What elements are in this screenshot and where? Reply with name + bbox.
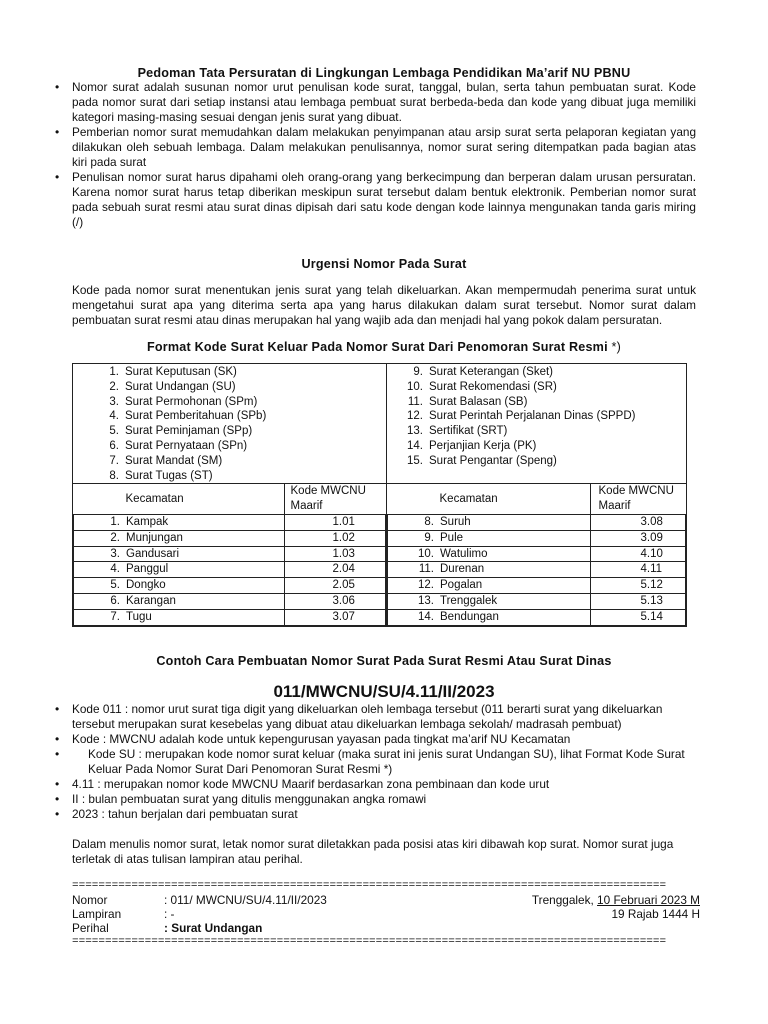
district-cell [388,514,591,530]
letter-type-number: 2. [109,380,119,393]
letter-type-item [387,365,686,380]
letter-type-number: 1. [109,366,119,378]
heading-guidelines: Pedoman Tata Persuratan di Lingkungan Lembaga Pendidikan Ma’arif NU PBNU [137,66,631,80]
district-code: 5.13 [590,593,686,609]
letter-type-item [73,380,386,395]
nomor-label: Nomor [72,892,108,907]
letter-header-example [72,892,700,936]
letter-types-right-cell [387,364,687,484]
letter-type-item [387,439,686,454]
district-code: 5.12 [590,578,686,594]
district-cell [74,546,285,562]
district-cell [388,530,591,546]
letter-type-number: 8. [109,469,119,482]
explanation-list [72,702,696,822]
districts-left-table [73,484,386,625]
district-number: 11. [418,563,434,576]
kode-header: Kode MWCNU Maarif [284,484,386,514]
district-number: 6. [110,594,120,607]
nomor-value: : 011/ MWCNU/SU/4.11/II/2023 [164,892,327,907]
district-cell [74,514,285,530]
district-number: 8. [424,515,434,528]
table-row [388,530,686,546]
letter-type-label: Surat Perintah Perjalanan Dinas (SPPD) [429,410,636,423]
table-row [74,546,386,562]
placement-paragraph: Dalam menulis nomor surat, letak nomor surat diletakkan pada posisi atas kiri dibawah kop surat. Nomor surat juga terletak di atas tulisan lampiran atau perihal. [72,836,674,866]
district-cell [74,593,285,609]
district-name: Karangan [126,594,176,607]
letter-type-number: 13. [407,425,423,438]
table-row [74,530,386,546]
heading-format [72,340,696,354]
letter-type-item [73,439,386,454]
district-number: 2. [110,531,120,544]
letter-type-label: Surat Undangan (SU) [125,380,236,393]
table-row [74,609,386,625]
district-name: Tugu [126,610,152,623]
district-code: 3.07 [284,609,386,625]
table-row [388,593,686,609]
letter-gregorian-date: 10 Februari 2023 M [597,892,700,907]
district-number: 12. [418,579,434,592]
letter-type-label: Surat Pemberitahuan (SPb) [125,410,267,423]
district-code: 2.04 [284,562,386,578]
district-cell [388,562,591,578]
district-cell [388,609,591,625]
districts-left-cell [73,484,387,626]
letter-type-label: Surat Pengantar (Speng) [429,454,557,467]
letter-codes-table [72,363,687,627]
district-code: 5.14 [590,609,686,625]
district-cell [388,546,591,562]
district-name: Dongko [126,579,166,592]
letter-hijri-date: 19 Rajab 1444 H [611,906,700,921]
letter-type-label: Surat Peminjaman (SPp) [125,425,253,438]
letter-type-item [387,454,686,469]
letter-type-label: Surat Tugas (ST) [125,469,213,482]
district-cell [74,578,285,594]
letter-type-item [73,365,386,380]
list-item: • Kode SU : merupakan kode nomor surat keluar (maka surat ini jenis surat Undangan SU), lihat Format Kode Surat Keluar Pada Nomor Surat Dari Penomoran Surat Resmi *) [72,747,696,777]
perihal-value: : Surat Undangan [164,920,263,935]
letter-type-item [387,380,686,395]
kode-header: Kode MWCNU Maarif [590,484,686,514]
district-name: Trenggalek [440,594,498,607]
heading-format-suffix: *) [607,340,621,354]
district-number: 13. [418,594,434,607]
table-row [388,562,686,578]
list-item: • Penulisan nomor surat harus dipahami oleh orang-orang yang berkecimpung dan berperan dalam urusan persuratan. Karena nomor surat harus tetap diberikan meskipun surat tersebut dalam bentuk elektronik. Pemberian nomor surat pada sebuah surat resmi atau surat dinas dipisah dari satu kode dengan kode lainnya mengunakan tanda garis miring (/) [72,170,696,230]
table-row [388,514,686,530]
perihal-label: Perihal [72,920,109,935]
districts-right-table [387,484,686,625]
heading-urgency: Urgensi Nomor Pada Surat [301,257,467,271]
table-row [74,562,386,578]
district-name: Kampak [126,515,169,528]
table-row [74,514,386,530]
letter-type-label: Sertifikat (SRT) [429,425,508,438]
letter-type-item [73,424,386,439]
district-name: Pule [440,531,464,544]
table-row [74,593,386,609]
district-code: 4.10 [590,546,686,562]
letter-type-number: 10. [407,380,423,393]
letter-type-label: Surat Mandat (SM) [125,454,223,467]
district-number: 14. [418,610,434,623]
letter-type-label: Surat Keputusan (SK) [125,366,237,378]
letter-type-item [73,469,386,484]
district-code: 1.03 [284,546,386,562]
lampiran-value: : - [164,906,175,921]
district-cell [388,578,591,594]
document-page [72,0,700,948]
letter-place: Trenggalek, [531,892,598,907]
district-code: 1.01 [284,514,386,530]
district-code: 3.09 [590,530,686,546]
district-number: 4. [110,563,120,576]
lampiran-label: Lampiran [72,906,122,921]
letter-type-number: 4. [109,410,119,423]
letter-types-left-cell [73,364,387,484]
district-code: 3.08 [590,514,686,530]
districts-right-cell [387,484,687,626]
list-item: • 2023 : tahun berjalan dari pembuatan surat [72,807,696,822]
table-row [74,578,386,594]
letter-type-label: Surat Pernyataan (SPn) [125,439,248,452]
district-number: 7. [110,610,120,623]
district-number: 9. [424,531,434,544]
letter-type-label: Surat Balasan (SB) [429,395,528,408]
letter-type-number: 6. [109,439,119,452]
letter-type-number: 3. [109,395,119,408]
example-letter-number: 011/MWCNU/SU/4.11/II/2023 [273,681,495,701]
district-number: 10. [418,547,434,560]
separator-line: ========================================================================================== [72,879,667,892]
heading-example: Contoh Cara Pembuatan Nomor Surat Pada Surat Resmi Atau Surat Dinas [156,653,612,668]
district-number: 5. [110,579,120,592]
district-name: Bendungan [440,610,499,623]
list-item: • Kode 011 : nomor urut surat tiga digit yang dikeluarkan oleh lembaga tersebut (011 berarti surat yang dikeluarkan tersebut merupakan surat kesebelas yang dibuat atau dikeluarkan lembaga sekolah/ madrasah pembuat) [72,702,696,732]
district-cell [388,593,591,609]
table-row [388,578,686,594]
letter-type-number: 11. [407,395,423,408]
district-cell [74,562,285,578]
district-code: 2.05 [284,578,386,594]
guidelines-list [72,80,696,230]
letter-type-label: Surat Keterangan (Sket) [429,366,554,378]
kecamatan-header: Kecamatan [388,484,591,514]
district-name: Panggul [126,563,169,576]
urgency-paragraph: Kode pada nomor surat menentukan jenis surat yang telah dikeluarkan. Akan mempermudah penerima surat untuk mengetahui surat apa yang diterima serta apa yang harus dilakukan dalam surat tersebut. Nomor surat dalam pembuatan surat resmi atau dinas merupakan hal yang wajib ada dan menjadi hal yang pokok dalam persuratan. [72,283,696,327]
heading-format-text: Format Kode Surat Keluar Pada Nomor Surat Dari Penomoran Surat Resmi [147,340,608,354]
letter-type-item [387,395,686,410]
list-item: • 4.11 : merupakan nomor kode MWCNU Maarif berdasarkan zona pembinaan dan kode urut [72,777,696,792]
letter-type-item [387,409,686,424]
letter-type-label: Perjanjian Kerja (PK) [429,439,537,452]
letter-type-label: Surat Rekomendasi (SR) [429,380,557,393]
table-row [388,609,686,625]
district-cell [74,609,285,625]
district-name: Durenan [440,563,485,576]
separator-line: ========================================================================================== [72,935,667,948]
district-code: 4.11 [590,562,686,578]
letter-type-number: 15. [407,454,423,467]
district-number: 3. [110,547,120,560]
letter-type-item [73,409,386,424]
list-item: • Pemberian nomor surat memudahkan dalam melakukan penyimpanan atau arsip surat serta pelaporan kegiatan yang dilakukan oleh sebuah lembaga. Dalam melakukan penulisannya, nomor surat sering ditempatkan pada bagian atas kiri pada surat [72,125,696,170]
list-item: • Nomor surat adalah susunan nomor urut penulisan kode surat, tanggal, bulan, serta tahun pembuatan surat. Kode pada nomor surat dari setiap instansi atau lembaga pembuat surat berbeda-beda dan kode yang dibuat juga memiliki kategori masing-masing sesuai dengan jenis surat yang dibuat. [72,80,696,125]
district-name: Pogalan [440,579,483,592]
letter-type-item [387,424,686,439]
table-row [388,546,686,562]
letter-type-number: 9. [413,366,423,378]
letter-type-item [73,454,386,469]
letter-type-item [73,395,386,410]
district-code: 3.06 [284,593,386,609]
district-name: Watulimo [440,547,488,560]
list-item: • II : bulan pembuatan surat yang ditulis menggunakan angka romawi [72,792,696,807]
district-name: Munjungan [126,531,183,544]
district-code: 1.02 [284,530,386,546]
letter-type-number: 7. [109,454,119,467]
letter-type-number: 14. [407,439,423,452]
letter-type-number: 5. [109,425,119,438]
district-name: Suruh [440,515,471,528]
district-cell [74,530,285,546]
letter-type-label: Surat Permohonan (SPm) [125,395,258,408]
letter-date [532,893,700,908]
letter-type-number: 12. [407,410,423,423]
list-item: • Kode : MWCNU adalah kode untuk kepengurusan yayasan pada tingkat ma’arif NU Kecamatan [72,732,696,747]
kecamatan-header: Kecamatan [74,484,285,514]
district-name: Gandusari [126,547,180,560]
district-number: 1. [110,515,120,528]
